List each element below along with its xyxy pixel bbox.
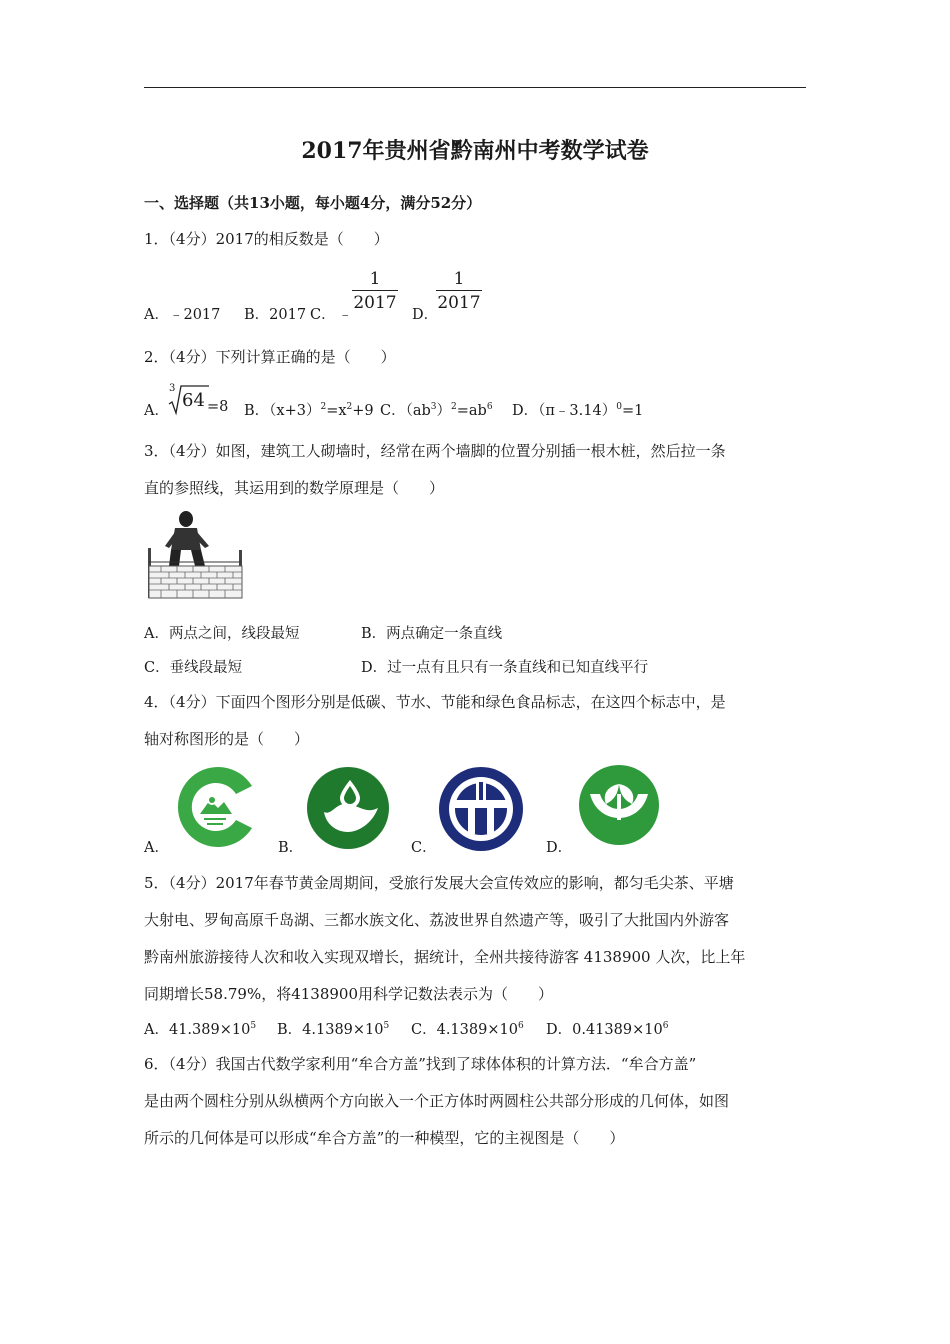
section-heading: 一、选择题（共13小题，每小题4分，满分52分）	[144, 194, 482, 212]
q5-b-exponent: 5	[383, 1021, 390, 1032]
q2-c-exponent: 3	[430, 402, 437, 413]
q4-option-d: D．	[546, 840, 573, 856]
q1-option-b: B．2017	[244, 307, 307, 323]
q1-option-d-label: D．	[412, 307, 439, 323]
q2-option-a-rest: =8	[207, 399, 229, 415]
q3-stem-line1: 3．（4分）如图，建筑工人砌墙时，经常在两个墙脚的位置分别插一根木桩，然后拉一条	[144, 442, 726, 460]
q4-stem-line2: 轴对称图形的是（ ）	[144, 730, 310, 748]
low-carbon-logo-icon	[172, 764, 258, 850]
fraction-numerator: 1	[369, 269, 381, 289]
q2-b-mid: =x	[326, 403, 347, 419]
q5-line4: 同期增长58.79%，将4138900用科学记数法表示为（ ）	[144, 985, 554, 1003]
q5-b-value: B．4.1389×10	[277, 1022, 384, 1038]
q5-line2: 大射电、罗甸高原千岛湖、三都水族文化、荔波世界自然遗产等，吸引了大批国内外游客	[144, 911, 730, 929]
q5-c-exponent: 6	[517, 1021, 524, 1032]
q5-option-a	[144, 1018, 256, 1039]
q5-line1: 5．（4分）2017年春节黄金周期间，受旅行发展大会宣传效应的影响，都匀毛尖茶、平塘	[144, 874, 734, 892]
q1-option-c-sign: ﹣	[338, 307, 353, 323]
q2-option-b	[244, 399, 374, 420]
q2-b-exponent: 2	[346, 402, 353, 413]
q2-stem: 2．（4分）下列计算正确的是（ ）	[144, 348, 396, 366]
bricklayer-figure	[145, 510, 247, 602]
q5-option-d	[546, 1018, 668, 1039]
fraction-numerator: 1	[453, 269, 465, 289]
q2-b-post: +9	[352, 403, 374, 419]
q3-option-b: B．两点确定一条直线	[361, 626, 503, 642]
q1-option-a: A．﹣2017	[144, 307, 221, 323]
q2-option-a-label: A．	[144, 403, 169, 419]
q2-option-d	[512, 399, 643, 420]
fraction-denominator: 2017	[353, 293, 397, 313]
q2-radicand: 64	[182, 390, 205, 411]
fraction-denominator: 2017	[437, 293, 481, 313]
q4-option-a: A．	[144, 840, 169, 856]
q2-c-base: C．（ab	[380, 403, 431, 419]
q3-option-c: C．垂线段最短	[144, 660, 243, 676]
q2-b-exponent: 2	[320, 402, 327, 413]
q6-line3: 所示的几何体是可以形成“牟合方盖”的一种模型，它的主视图是（ ）	[144, 1129, 625, 1147]
fraction-bar	[436, 290, 482, 291]
q2-c-mid: ）	[436, 403, 452, 419]
q4-option-c: C．	[411, 840, 437, 856]
q5-a-exponent: 5	[250, 1021, 257, 1032]
q5-d-value: D．0.41389×10	[546, 1022, 663, 1038]
water-saving-logo-icon	[306, 766, 390, 850]
q5-option-c	[411, 1018, 524, 1039]
q4-stem-line1: 4．（4分）下面四个图形分别是低碳、节水、节能和绿色食品标志，在这四个标志中，是	[144, 693, 726, 711]
q3-option-d: D．过一点有且只有一条直线和已知直线平行	[361, 660, 649, 676]
q2-c-mid: =ab	[456, 403, 487, 419]
paper-title: 2017年贵州省黔南州中考数学试卷	[301, 138, 649, 164]
q5-a-value: A．41.389×10	[144, 1022, 251, 1038]
q2-d-post: =1	[621, 403, 644, 419]
q2-radical-index: 3	[169, 383, 176, 394]
q3-stem-line2: 直的参照线，其运用到的数学原理是（ ）	[144, 479, 445, 497]
q5-c-value: C．4.1389×10	[411, 1022, 518, 1038]
green-food-logo-icon	[578, 764, 660, 846]
q6-line2: 是由两个圆柱分别从纵横两个方向嵌入一个正方体时两圆柱公共部分形成的几何体，如图	[144, 1092, 730, 1110]
q5-option-b	[277, 1018, 389, 1039]
header-rule	[144, 87, 806, 88]
q1-stem: 1．（4分）2017的相反数是（ ）	[144, 230, 389, 248]
q5-line3: 黔南州旅游接待人次和收入实现双增长，据统计，全州共接待游客 4138900 人次，比上年	[144, 948, 746, 966]
q6-line1: 6．（4分）我国古代数学家利用“牟合方盖”找到了球体体积的计算方法．“牟合方盖”	[144, 1055, 697, 1073]
q4-option-b: B．	[278, 840, 304, 856]
q2-d-base: D．（π﹣3.14）	[512, 403, 617, 419]
fraction-bar	[352, 290, 398, 291]
q3-option-a: A．两点之间，线段最短	[144, 626, 300, 642]
q2-d-exponent: 0	[616, 402, 622, 413]
energy-saving-logo-icon	[438, 766, 524, 852]
q2-c-exponent: 2	[451, 402, 457, 413]
q1-option-c-label: C．	[310, 307, 336, 323]
q2-option-c	[380, 399, 493, 420]
q2-c-exponent: 6	[486, 402, 493, 413]
q1-option-c-fraction	[352, 269, 398, 313]
q1-option-d-fraction	[436, 269, 482, 313]
q2-b-base: B．（x+3）	[244, 403, 321, 419]
q5-d-exponent: 6	[662, 1021, 669, 1032]
